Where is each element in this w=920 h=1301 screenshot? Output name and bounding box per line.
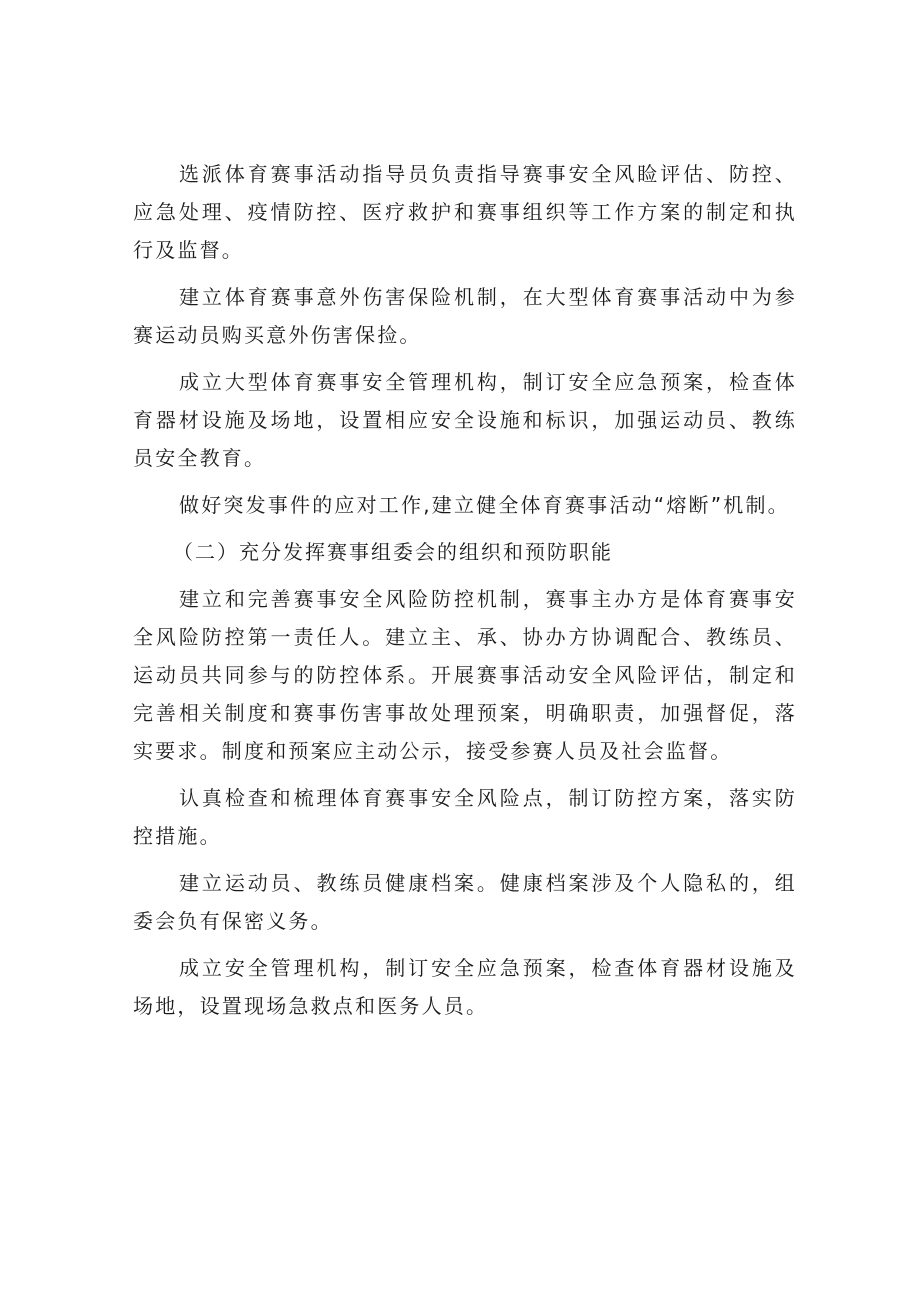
paragraph: 成立安全管理机构，制订安全应急预案，检查体育器材设施及场地，设置现场急救点和医务人员。 [133,956,797,1018]
paragraph: 建立和完善赛事安全风险防控机制，赛事主办方是体育赛事安全风险防控第一责任人。建立主、承、协办方协调配合、教练员、运动员共同参与的防控体系。开展赛事活动安全风险评估，制定和完善相关制度和赛事伤害事故处理预案，明确职责，加强督促，落实要求。制度和预案应主动公示，接受参赛人员及社会监督。 [133,587,797,763]
paragraph: 选派体育赛事活动指导员负责指导赛事安全风睑评估、防控、应急处理、疫情防控、医疗救护和赛事组织等工作方案的制定和执行及监督。 [133,162,797,262]
paragraph: 做好突发事件的应对工作,建立健全体育赛事活动“熔断”机制。 [179,493,790,517]
paragraph: 建立体育赛事意外伤害保险机制，在大型体育赛事活动中为参赛运动员购买意外伤害保捡。 [133,285,797,347]
paragraph: 成立大型体育赛事安全管理机构，制订安全应急预案，检查体育器材设施及场地，设置相应安全设施和标识，加强运动员、教练员安全教育。 [133,370,797,470]
paragraph: 建立运动员、教练员健康档案。健康档案涉及个人隐私的，组委会负有保密义务。 [133,871,797,933]
section-heading: （二）充分发挥赛事组委会的组织和预防职能 [173,540,613,564]
document-body [133,155,797,1034]
paragraph: 认真检查和梳理体育赛事安全风险点，制订防控方案，落实防控措施。 [133,786,797,848]
